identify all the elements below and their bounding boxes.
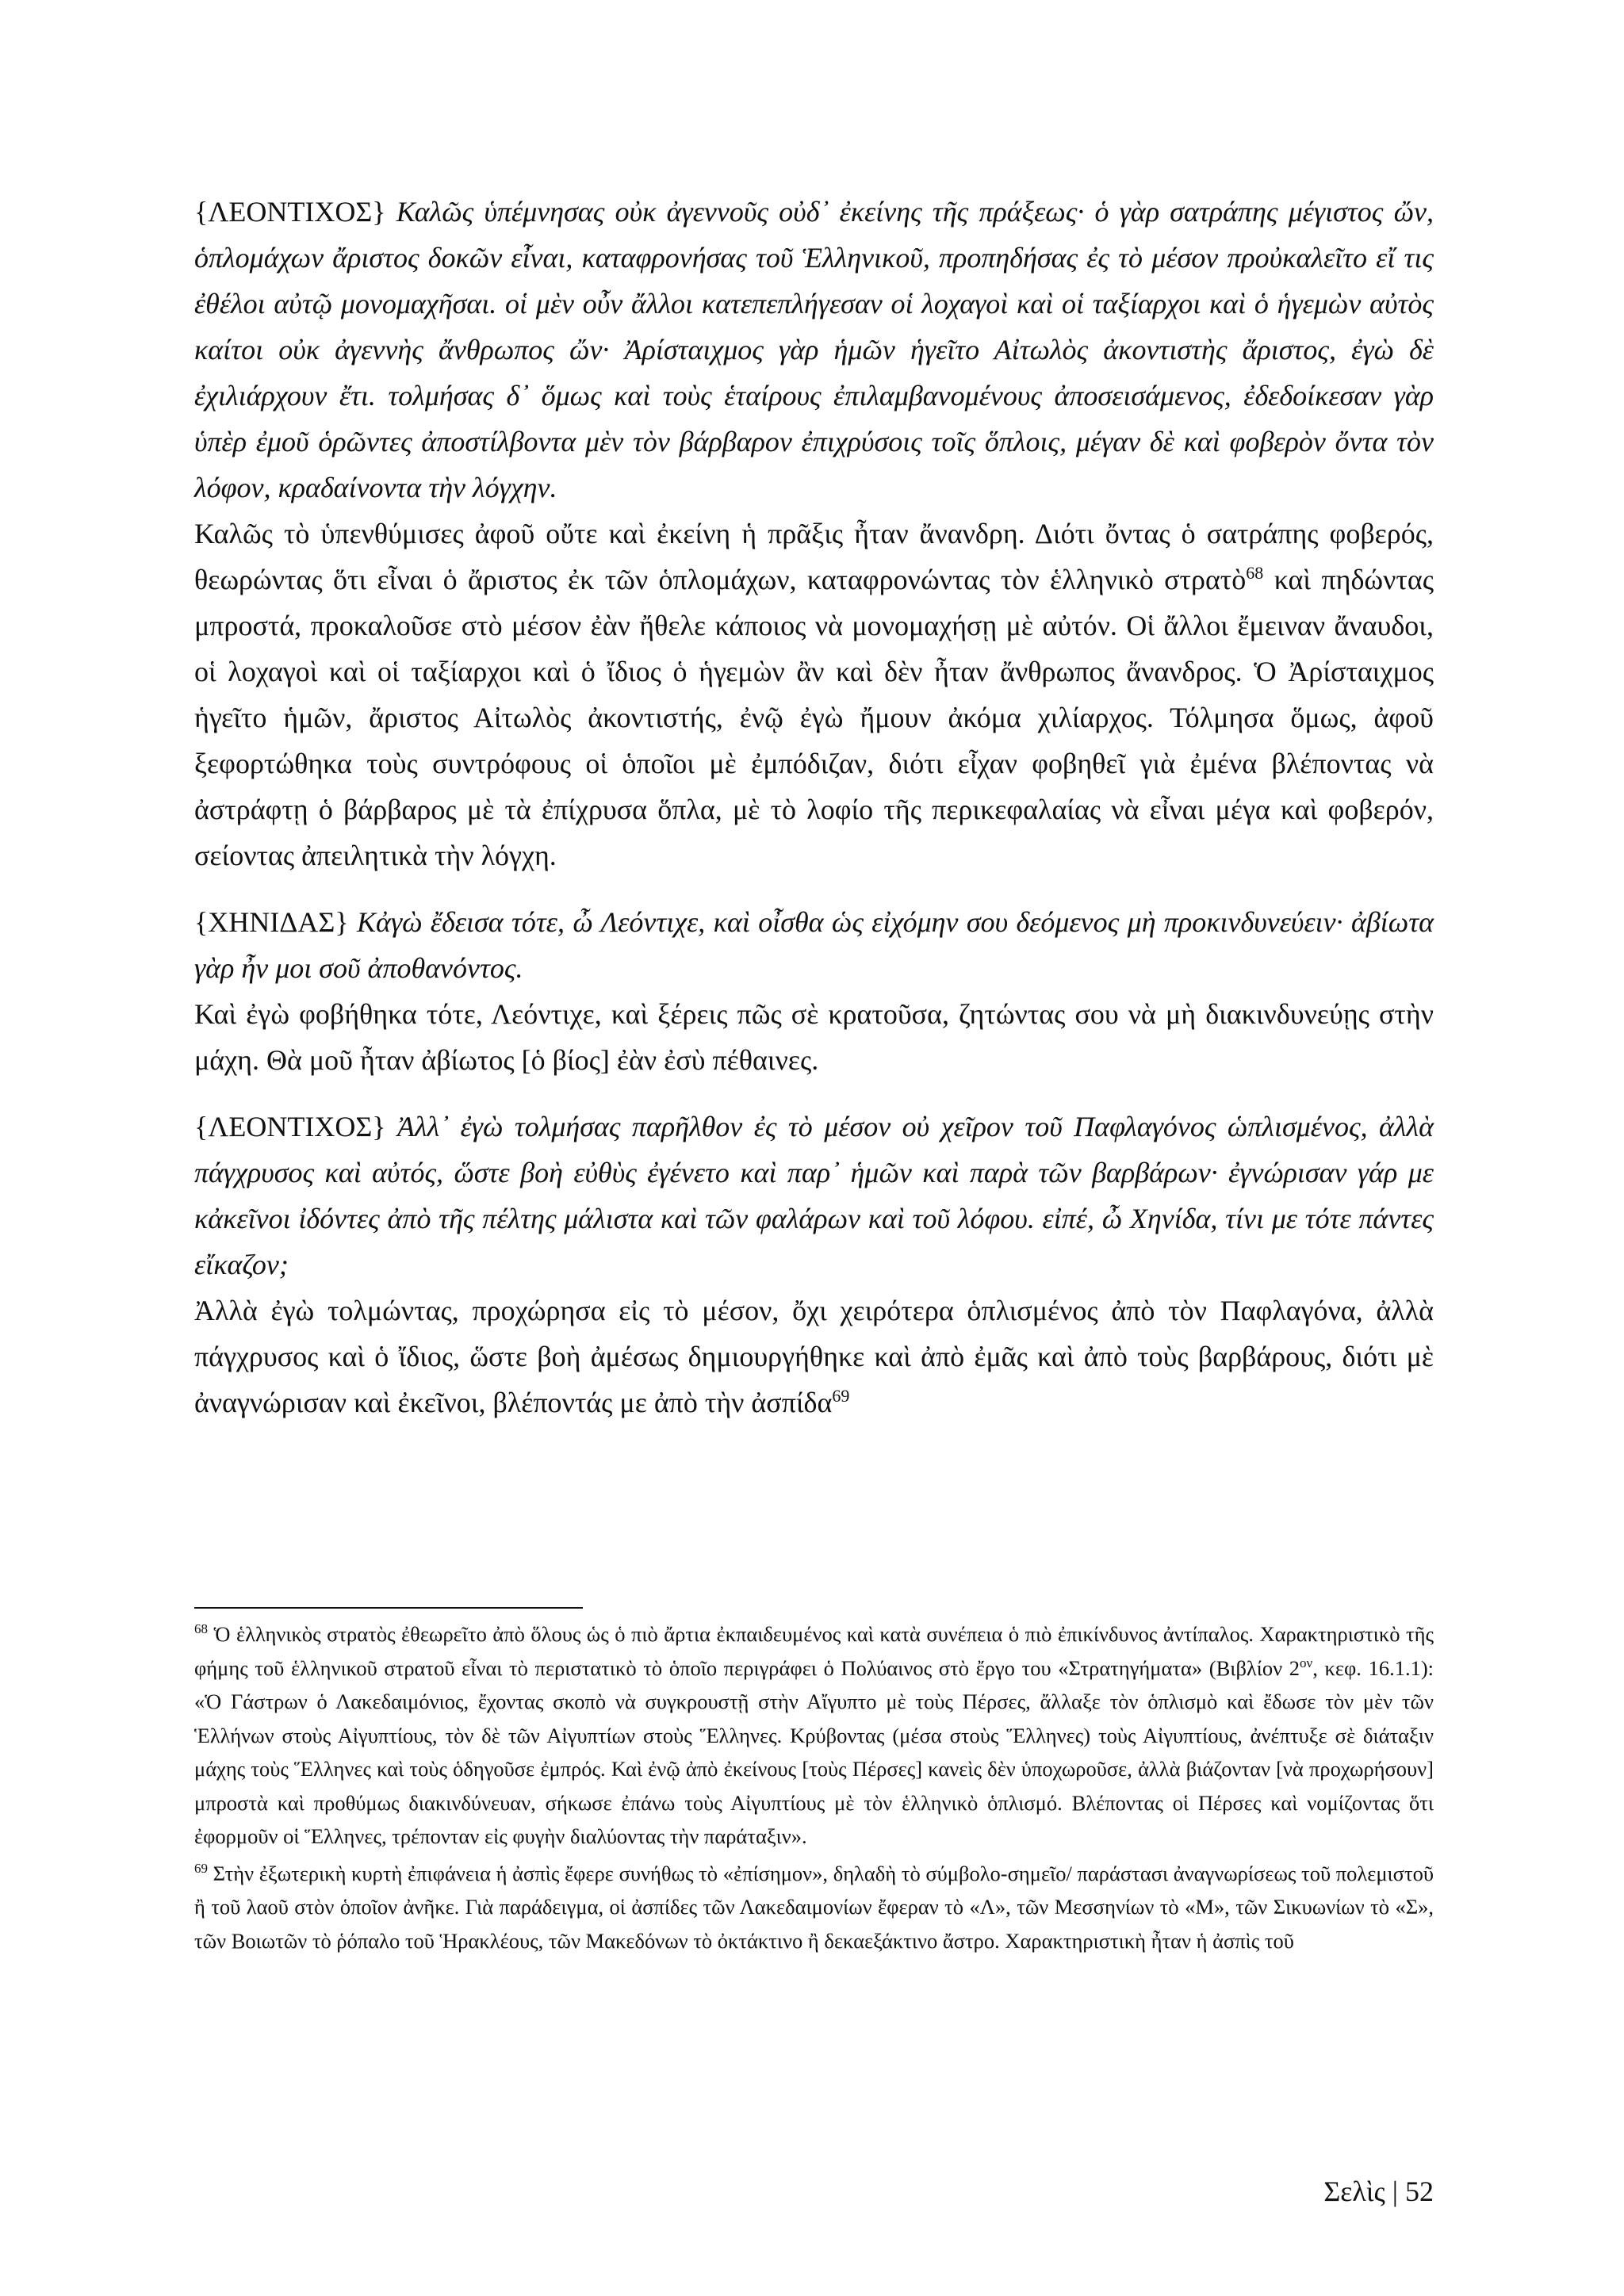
footnote-ref-68[interactable]: 68 — [1246, 563, 1264, 583]
footnote-text: Στὴν ἐξωτερικὴ κυρτὴ ἐπιφάνεια ἡ ἀσπὶς ἔφερε συνήθως τὸ «ἐπίσημον», δηλαδὴ τὸ σύμβολο-σημεῖο/ παράστασι ἀναγνωρίσεως τοῦ πολεμιστοῦ ἢ τοῦ λαοῦ στὸν ὁποῖον ἀνῆκε. Γιὰ παράδειγμα, οἱ ἀσπίδες τῶν Λακεδαιμονίων ἔφεραν τὸ «Λ», τῶν Μεσσηνίων τὸ «Μ», τῶν Σικυωνίων τὸ «Σ», τῶν Βοιωτῶν τὸ ῥόπαλο τοῦ Ἡρακλέους, τῶν Μακεδόνων τὸ ὀκτάκτινο ἢ δεκαεξάκτινο ἄστρο. Χαρακτηριστικὴ ἦταν ἡ ἀσπὶς τοῦ — [194, 1861, 1434, 1953]
paragraph-translation-1 — [194, 511, 1434, 878]
footnote-separator — [194, 1607, 583, 1609]
speaker-label: {ΛΕΟΝΤΙΧΟΣ} — [194, 196, 386, 228]
footnote-68 — [194, 1617, 1434, 1854]
footnote-69 — [194, 1857, 1434, 1958]
translation-text: Καὶ ἐγὼ φοβήθηκα τότε, Λεόντιχε, καὶ ξέρεις πῶς σὲ κρατοῦσα, ζητώντας σου νὰ μὴ διακινδυνεύῃς στὴν μάχη. Θὰ μοῦ ἦταν ἀβίωτος [ὁ βίος] ἐὰν ἐσὺ πέθαινες. — [194, 998, 1434, 1076]
footnote-text: , κεφ. 16.1.1): «Ὁ Γάστρων ὁ Λακεδαιμόνιος, ἔχοντας σκοπὸ νὰ συγκρουστῇ στὴν Αἴγυπτο μὲ τοὺς Πέρσες, ἄλλαξε τὸν ὁπλισμὸ καὶ ἔδωσε τὸν μὲν τῶν Ἑλλήνων στοὺς Αἰγυπτίους, τὸν δὲ τῶν Αἰγυπτίων στοὺς Ἕλληνες. Κρύβοντας (μέσα στοὺς Ἕλληνες) τοὺς Αἰγυπτίους, ἀνέπτυξε σὲ διάταξιν μάχης τοὺς Ἕλληνες καὶ τοὺς ὁδηγοῦσε ἐμπρός. Καὶ ἐνῷ ἀπὸ ἐκείνους [τοὺς Πέρσες] κανεὶς δὲν ὑποχωροῦσε, ἀλλὰ βιάζονταν [νὰ προχωρήσουν] μπροστὰ καὶ προθύμως διακινδύνευαν, σήκωσε ἐπάνω τοὺς Αἰγυπτίους μὲ τὸν ἑλληνικὸ ὁπλισμό. Βλέποντας οἱ Πέρσες καὶ νομίζοντας ὅτι ἐφορμοῦν οἱ Ἕλληνες, τρέπονταν εἰς φυγὴν διαλύοντας τὴν παράταξιν». — [194, 1655, 1434, 1848]
paragraph-leontichos-greek-2 — [194, 1104, 1434, 1288]
translation-text: Ἀλλὰ ἐγὼ τολμώντας, προχώρησα εἰς τὸ μέσον, ὄχι χειρότερα ὁπλισμένος ἀπὸ τὸν Παφλαγόνα, ἀλλὰ πάγχρυσος καὶ ὁ ἴδιος, ὥστε βοὴ ἀμέσως δημιουργήθηκε καὶ ἀπὸ ἐμᾶς καὶ ἀπὸ τοὺς βαρβάρους, διότι μὲ ἀναγνώρισαν καὶ ἐκεῖνοι, βλέποντάς με ἀπὸ τὴν ἀσπίδα — [194, 1295, 1434, 1418]
speaker-label: {ΛΕΟΝΤΙΧΟΣ} — [194, 1111, 386, 1142]
ancient-greek-text: Ἀλλ᾽ ἐγὼ τολμήσας παρῆλθον ἐς τὸ μέσον οὐ χεῖρον τοῦ Παφλαγόνος ὡπλισμένος, ἀλλὰ πάγχρυσος καὶ αὐτός, ὥστε βοὴ εὐθὺς ἐγένετο καὶ παρ᾽ ἡμῶν καὶ παρὰ τῶν βαρβάρων· ἐγνώρισαν γάρ με κἀκεῖνοι ἰδόντες ἀπὸ τῆς πέλτης μάλιστα καὶ τῶν φαλάρων καὶ τοῦ λόφου. εἰπέ, ὦ Χηνίδα, τίνι με τότε πάντες εἴκαζον; — [194, 1111, 1434, 1280]
paragraph-translation-2 — [194, 991, 1434, 1083]
translation-text: Καλῶς τὸ ὑπενθύμισες ἀφοῦ οὔτε καὶ ἐκείνη ἡ πρᾶξις ἦταν ἄνανδρη. Διότι ὄντας ὁ σατράπης φοβερός, θεωρώντας ὅτι εἶναι ὁ ἄριστος ἐκ τῶν ὁπλομάχων, καταφρονώντας τὸν ἑλληνικὸ στρατὸ — [194, 518, 1434, 595]
paragraph-chenidas-greek — [194, 899, 1434, 991]
translation-text: καὶ πηδώντας μπροστά, προκαλοῦσε στὸ μέσον ἐὰν ἤθελε κάποιος νὰ μονομαχήσῃ μὲ αὐτόν. Οἱ ἄλλοι ἔμειναν ἄναυδοι, οἱ λοχαγοὶ καὶ οἱ ταξίαρχοι καὶ ὁ ἴδιος ὁ ἡγεμὼν ἂν καὶ δὲν ἦταν ἄνθρωπος ἄνανδρος. Ὁ Ἀρίσταιχμος ἡγεῖτο ἡμῶν, ἄριστος Αἰτωλὸς ἀκοντιστής, ἐνῷ ἐγὼ ἤμουν ἀκόμα χιλίαρχος. Τόλμησα ὅμως, ἀφοῦ ξεφορτώθηκα τοὺς συντρόφους οἱ ὁποῖοι μὲ ἐμπόδιζαν, διότι εἶχαν φοβηθεῖ γιὰ ἐμένα βλέποντας νὰ ἀστράφτῃ ὁ βάρβαρος μὲ τὰ ἐπίχρυσα ὅπλα, μὲ τὸ λοφίο τῆς περικεφαλαίας νὰ εἶναι μέγα καὶ φοβερόν, σείοντας ἀπειλητικὰ τὴν λόγχη. — [194, 564, 1434, 871]
footnotes — [194, 1617, 1434, 1961]
footnote-text: Ὁ ἑλληνικὸς στρατὸς ἐθεωρεῖτο ἀπὸ ὅλους ὡς ὁ πιὸ ἄρτια ἐκπαιδευμένος καὶ κατὰ συνέπεια ὁ πιὸ ἐπικίνδυνος ἀντίπαλος. Χαρακτηριστικὸ τῆς φήμης τοῦ ἑλληνικοῦ στρατοῦ εἶναι τὸ περιστατικὸ τὸ ὁποῖο περιγράφει ὁ Πολύαινος στὸ ἔργο του «Στρατηγήματα» (Βιβλίον 2 — [194, 1622, 1434, 1680]
footnote-number: 69 — [194, 1860, 208, 1876]
page-number: Σελὶς | 52 — [1323, 2175, 1434, 2207]
paragraph-translation-3 — [194, 1288, 1434, 1425]
ordinal-suffix: ον — [1300, 1655, 1313, 1670]
footnote-number: 68 — [194, 1621, 208, 1637]
paragraph-leontichos-greek-1 — [194, 189, 1434, 511]
ancient-greek-text: Καλῶς ὑπέμνησας οὐκ ἀγεννοῦς οὐδ᾽ ἐκείνης τῆς πράξεως· ὁ γὰρ σατράπης μέγιστος ὤν, ὁπλομάχων ἄριστος δοκῶν εἶναι, καταφρονήσας τοῦ Ἑλληνικοῦ, προπηδήσας ἐς τὸ μέσον προὐκαλεῖτο εἴ τις ἐθέλοι αὐτῷ μονομαχῆσαι. οἱ μὲν οὖν ἄλλοι κατεπεπλήγεσαν οἱ λοχαγοὶ καὶ οἱ ταξίαρχοι καὶ ὁ ἡγεμὼν αὐτὸς καίτοι οὐκ ἀγεννὴς ἄνθρωπος ὤν· Ἀρίσταιχμος γὰρ ἡμῶν ἡγεῖτο Αἰτωλὸς ἀκοντιστὴς ἄριστος, ἐγὼ δὲ ἐχιλιάρχουν ἔτι. τολμήσας δ᾽ ὅμως καὶ τοὺς ἑταίρους ἐπιλαμβανομένους ἀποσεισάμενος, ἐδεδοίκεσαν γὰρ ὑπὲρ ἐμοῦ ὁρῶντες ἀποστίλβοντα μὲν τὸν βάρβαρον ἐπιχρύσοις τοῖς ὅπλοις, μέγαν δὲ καὶ φοβερὸν ὄντα τὸν λόφον, κραδαίνοντα τὴν λόγχην. — [194, 196, 1434, 503]
footnote-ref-69[interactable]: 69 — [832, 1386, 850, 1406]
main-text — [194, 189, 1434, 1425]
ancient-greek-text: Κἀγὼ ἔδεισα τότε, ὦ Λεόντιχε, καὶ οἶσθα ὡς εἰχόμην σου δεόμενος μὴ προκινδυνεύειν· ἀβίωτα γὰρ ἦν μοι σοῦ ἀποθανόντος. — [194, 906, 1434, 984]
speaker-label: {ΧΗΝΙΔΑΣ} — [194, 906, 349, 938]
